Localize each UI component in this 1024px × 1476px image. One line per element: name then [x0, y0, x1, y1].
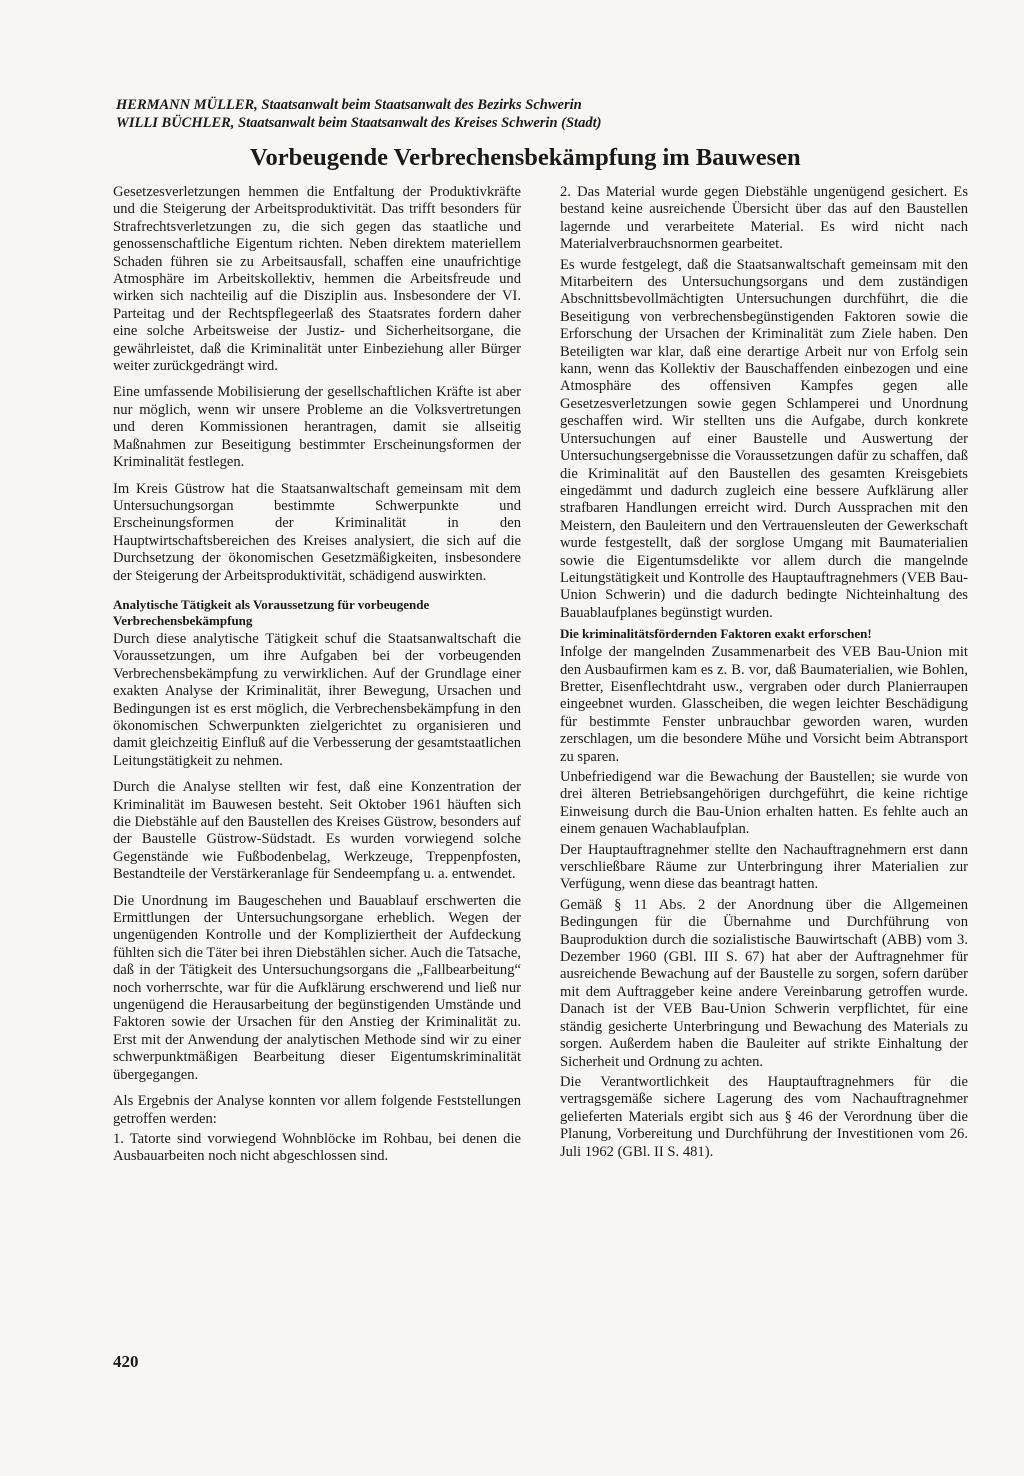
author-line-2: WILLI BÜCHLER, Staatsanwalt beim Staatsanwalt des Kreises Schwerin (Stadt) [116, 115, 602, 131]
paragraph: Infolge der mangelnden Zusammenarbeit des VEB Bau-Union mit den Ausbaufirmen kam es z. B. vor, daß Baumaterialien, wie Bohlen, Bretter, Eisenflechtdraht usw., vergraben oder durch Planierraupen eingeebnet wurden. Glasscheiben, die wegen leichter Beschädigung für bestimmte Fenster unbrauchbar geworden waren, wurden zerschlagen, um die besondere Mühe und Vorsicht beim Abtransport zu sparen. [560, 644, 968, 765]
section-heading: Analytische Tätigkeit als Voraussetzung für vorbeugende Verbrechensbekämpfung [113, 596, 430, 628]
right-column [560, 184, 968, 1164]
left-column [113, 184, 521, 1175]
page-number: 420 [113, 1352, 139, 1371]
paragraph: Unbefriedigend war die Bewachung der Baustellen; sie wurde von drei älteren Betriebsangehörigen durchgeführt, die keine richtige Einweisung durch die Bau-Union erhalten hatten. Es fehlte auch an einem genauen Wachablaufplan. [560, 769, 968, 838]
paragraph: Gesetzesverletzungen hemmen die Entfaltung der Produktivkräfte und die Steigerung der Arbeitsproduktivität. Das trifft besonders für Strafrechtsverletzungen zu, die sich gegen das staatliche und genossenschaftliche Eigentum richten. Neben direktem materiellem Schaden führen sie zu Arbeitsausfall, schaffen eine unaufrichtige Atmosphäre im Arbeitskollektiv, hemmen die Arbeitsfreude und wirken sich nachteilig auf die Disziplin aus. Insbesondere der VI. Parteitag und der Rechtspflegeerlaß des Staatsrates fordern daher eine solche Arbeitsweise der Justiz- und Sicherheitsorgane, die gewährleistet, daß die Kriminalität unter Einbeziehung aller Bürger weiter zurückgedrängt wird. [113, 184, 521, 375]
paragraph: Gemäß § 11 Abs. 2 der Anordnung über die Allgemeinen Bedingungen für die Übernahme und Durchführung von Bauproduktion durch die sozialistische Bauwirtschaft (ABB) vom 3. Dezember 1960 (GBl. III S. 67) hat aber der Auftragnehmer für ausreichende Bewachung auf der Baustelle zu sorgen, sofern darüber mit dem Auftraggeber keine andere Vereinbarung getroffen wurde. Danach ist der VEB Bau-Union Schwerin verpflichtet, für eine ständig gesicherte Unterbringung und Bewachung des Materials zu sorgen. Außerdem haben die Bauleiter auf strikte Einhaltung der Sicherheit und Ordnung zu achten. [560, 896, 968, 1070]
paragraph: Eine umfassende Mobilisierung der gesellschaftlichen Kräfte ist aber nur möglich, wenn wir unsere Probleme an die Volksvertretungen und deren Kommissionen herantragen, damit sie allseitig Maßnahmen zur Beseitigung bestimmter Erscheinungsformen der Kriminalität festlegen. [113, 384, 521, 471]
section-heading: Die kriminalitätsfördernden Faktoren exakt erforschen! [560, 626, 872, 642]
paragraph: Der Hauptauftragnehmer stellte den Nachauftragnehmern erst dann verschließbare Räume zur Unterbringung ihrer Materialien zur Verfügung, wenn diese das beantragt hatten. [560, 841, 968, 893]
paragraph: Durch die Analyse stellten wir fest, daß eine Konzentration der Kriminalität im Bauwesen besteht. Seit Oktober 1961 häuften sich die Diebstähle auf den Baustellen des Kreises Güstrow, besonders auf der Baustelle Güstrow-Südstadt. Es wurden vorwiegend solche Gegenstände wie Fußbodenbelag, Werkzeuge, Treppenpfosten, Bestandteile der Verstärkeranlage für Sendeempfang u. a. entwendet. [113, 779, 521, 883]
paragraph: Im Kreis Güstrow hat die Staatsanwaltschaft gemeinsam mit dem Untersuchungsorgan bestimmte Schwerpunkte und Erscheinungsformen der Kriminalität in den Hauptwirtschaftsbereichen des Kreises analysiert, die sich auf die Durchsetzung der ökonomischen Gesetzmäßigkeiten, insbesondere der Steigerung der Arbeitsproduktivität, schädigend auswirkten. [113, 480, 521, 584]
paragraph: Durch diese analytische Tätigkeit schuf die Staatsanwaltschaft die Voraussetzungen, um ihre Aufgaben bei der vorbeugenden Verbrechensbekämpfung zu verwirklichen. Auf der Grundlage einer exakten Analyse der Kriminalität, ihrer Bewegung, Ursachen und Bedingungen ist es erst möglich, die Verbrechensbekämpfung in den ökonomischen Schwerpunkten zielgerichtet zu organisieren und damit gleichzeitig Einfluß auf die Verbesserung der gesamtstaatlichen Leitungstätigkeit zu nehmen. [113, 630, 521, 769]
paragraph: Es wurde festgelegt, daß die Staatsanwaltschaft gemeinsam mit den Mitarbeitern des Untersuchungsorgans und dem zuständigen Abschnittsbevollmächtigten Untersuchungen durchführt, die die Beseitigung von verbrechensbegünstigenden Faktoren sowie die Erforschung der Ursachen der Kriminalität zum Ziele haben. Den Beteiligten war klar, daß eine derartige Arbeit nur von Erfolg sein kann, wenn das Kollektiv der Bauschaffenden einbezogen und eine Atmosphäre des offensiven Kampfes gegen alle Gesetzesverletzungen sowie gegen Schlamperei und Unordnung geschaffen wird. Wir stellten uns die Aufgabe, durch konkrete Untersuchungen auf einer Baustelle und Auswertung der Untersuchungsergebnisse die Voraussetzungen dafür zu schaffen, daß die Kriminalität auf den Baustellen des gesamten Kreisgebiets eingedämmt und dadurch zugleich eine bessere Aufklärung aller strafbaren Handlungen erreicht wird. Durch Aussprachen mit den Meistern, den Bauleitern und den Vertrauensleuten der Gewerkschaft wurde festgestellt, daß der sorglose Umgang mit Baumaterialien sowie die Eigentumsdelikte vor allem durch die mangelnde Leitungstätigkeit und Kontrolle des Hauptauftragnehmers (VEB Bau-Union Schwerin) und die dadurch bedingte Nichteinhaltung des Bauablaufplanes begünstigt wurden. [560, 256, 968, 621]
paragraph: Die Verantwortlichkeit des Hauptauftragnehmers für die vertragsgemäße sichere Lagerung des vom Nachauftragnehmer gelieferten Materials ergibt sich aus § 46 der Verordnung über die Planung, Vorbereitung und Durchführung der Investitionen vom 26. Juli 1962 (GBl. II S. 481). [560, 1073, 968, 1160]
author-block [116, 96, 836, 132]
paragraph: 1. Tatorte sind vorwiegend Wohnblöcke im Rohbau, bei denen die Ausbauarbeiten noch nicht abgeschlossen sind. [113, 1130, 521, 1165]
paragraph: 2. Das Material wurde gegen Diebstähle ungenügend gesichert. Es bestand keine ausreichende Übersicht über das auf den Baustellen lagernde und verarbeitete Material. Es wird nicht nach Materialverbrauchsnormen gearbeitet. [560, 184, 968, 253]
paragraph: Die Unordnung im Baugeschehen und Bauablauf erschwerten die Ermittlungen der Untersuchungsorgane erheblich. Wegen der ungenügenden Kontrolle und der Kompliziertheit der Aufdeckung fühlten sich die Täter bei ihren Diebstählen sicher. Auch die Tatsache, daß in der Tätigkeit des Untersuchungsorgans die „Fallbearbeitung“ noch vorherrschte, war für die Aufklärung erschwerend und ließ nur ungenügend die Herausarbeitung der begünstigenden Umstände und Faktoren sowie der Ursachen für den Anstieg der Kriminalität zu. Erst mit der Anwendung der analytischen Methode sind wir zu einer schwerpunktmäßigen Bearbeitung dieser Eigentumskriminalität übergegangen. [113, 892, 521, 1083]
article-title: Vorbeugende Verbrechensbekämpfung im Bauwesen [250, 144, 801, 171]
author-line-1: HERMANN MÜLLER, Staatsanwalt beim Staatsanwalt des Bezirks Schwerin [116, 97, 582, 113]
paragraph: Als Ergebnis der Analyse konnten vor allem folgende Feststellungen getroffen werden: [113, 1093, 521, 1127]
